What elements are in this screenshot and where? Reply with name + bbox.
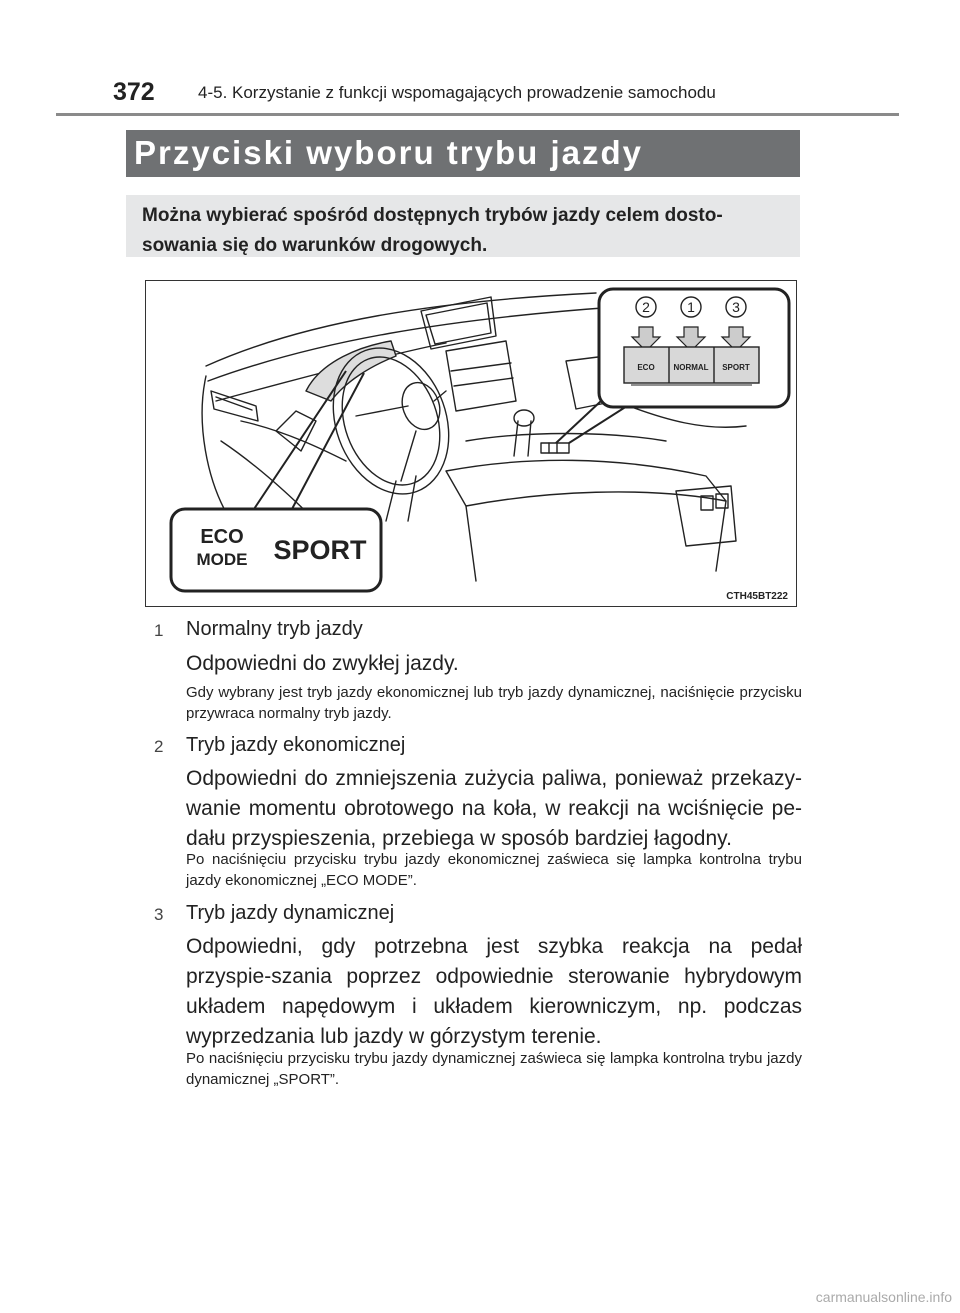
page-header (0, 78, 960, 108)
chapter-title: 4-5. Korzystanie z funkcji wspomagających prowadzenie samochodu (198, 83, 716, 102)
item-number: 2 (154, 737, 164, 756)
dashboard-drawing (146, 281, 796, 606)
item-description: Odpowiedni do zwykłej jazdy. (186, 652, 459, 675)
item-description: Odpowiedni, gdy potrzebna jest szybka reakcja na pedał przyspie-szania poprzez odpowiednie sterowanie hybrydowym układem napędowym i układem kierowniczym, np. podczas wyprzedzania lub jazdy w górzystym terenie. (186, 935, 802, 1048)
intro-box (126, 195, 800, 257)
watermark: carmanualsonline.info (815, 1289, 952, 1305)
eco-mode-indicator-line1: ECO (200, 526, 244, 548)
callout-number-2: 2 (642, 299, 650, 315)
header-divider (56, 113, 899, 116)
normal-button-label: NORMAL (673, 363, 709, 372)
eco-button-label: ECO (637, 363, 655, 372)
item-number: 1 (154, 621, 164, 640)
section-title-bar (126, 130, 800, 177)
item-note: Po naciśnięciu przycisku trybu jazdy dynamicznej zaświeca się lampka kontrolna trybu jazdy dynamicznej „SPORT”. (186, 1050, 802, 1088)
callout-number-3: 3 (732, 299, 740, 315)
section-title: Przyciski wyboru trybu jazdy (134, 134, 643, 171)
item-title: Tryb jazdy dynamicznej (186, 902, 395, 924)
eco-mode-indicator-line2: MODE (196, 550, 248, 569)
item-number: 3 (154, 905, 164, 924)
item-title: Tryb jazdy ekonomicznej (186, 734, 406, 756)
item-note: Po naciśnięciu przycisku trybu jazdy ekonomicznej zaświeca się lampka kontrolna trybu jazdy ekonomicznej „ECO MODE”. (186, 851, 802, 889)
item-description: Odpowiedni do zmniejszenia zużycia paliwa, ponieważ przekazy-wanie momentu obrotowego na koła, w reakcji na wciśnięcie pe-dału przyspieszenia, przebiega w sposób bardziej łagodny. (186, 767, 802, 850)
item-note: Gdy wybrany jest tryb jazdy ekonomicznej lub tryb jazdy dynamicznej, naciśnięcie przycisku przywraca normalny tryb jazdy. (186, 684, 802, 722)
dashboard-illustration (145, 280, 797, 607)
intro-text: Można wybierać spośród dostępnych trybów jazdy celem dosto-sowania się do warunków drogowych. (142, 205, 723, 256)
page-number: 372 (113, 78, 155, 106)
figure-code: CTH45BT222 (726, 591, 788, 602)
callout-number-1: 1 (687, 299, 695, 315)
sport-button-label: SPORT (722, 363, 750, 372)
item-title: Normalny tryb jazdy (186, 618, 363, 640)
sport-indicator: SPORT (273, 535, 367, 565)
